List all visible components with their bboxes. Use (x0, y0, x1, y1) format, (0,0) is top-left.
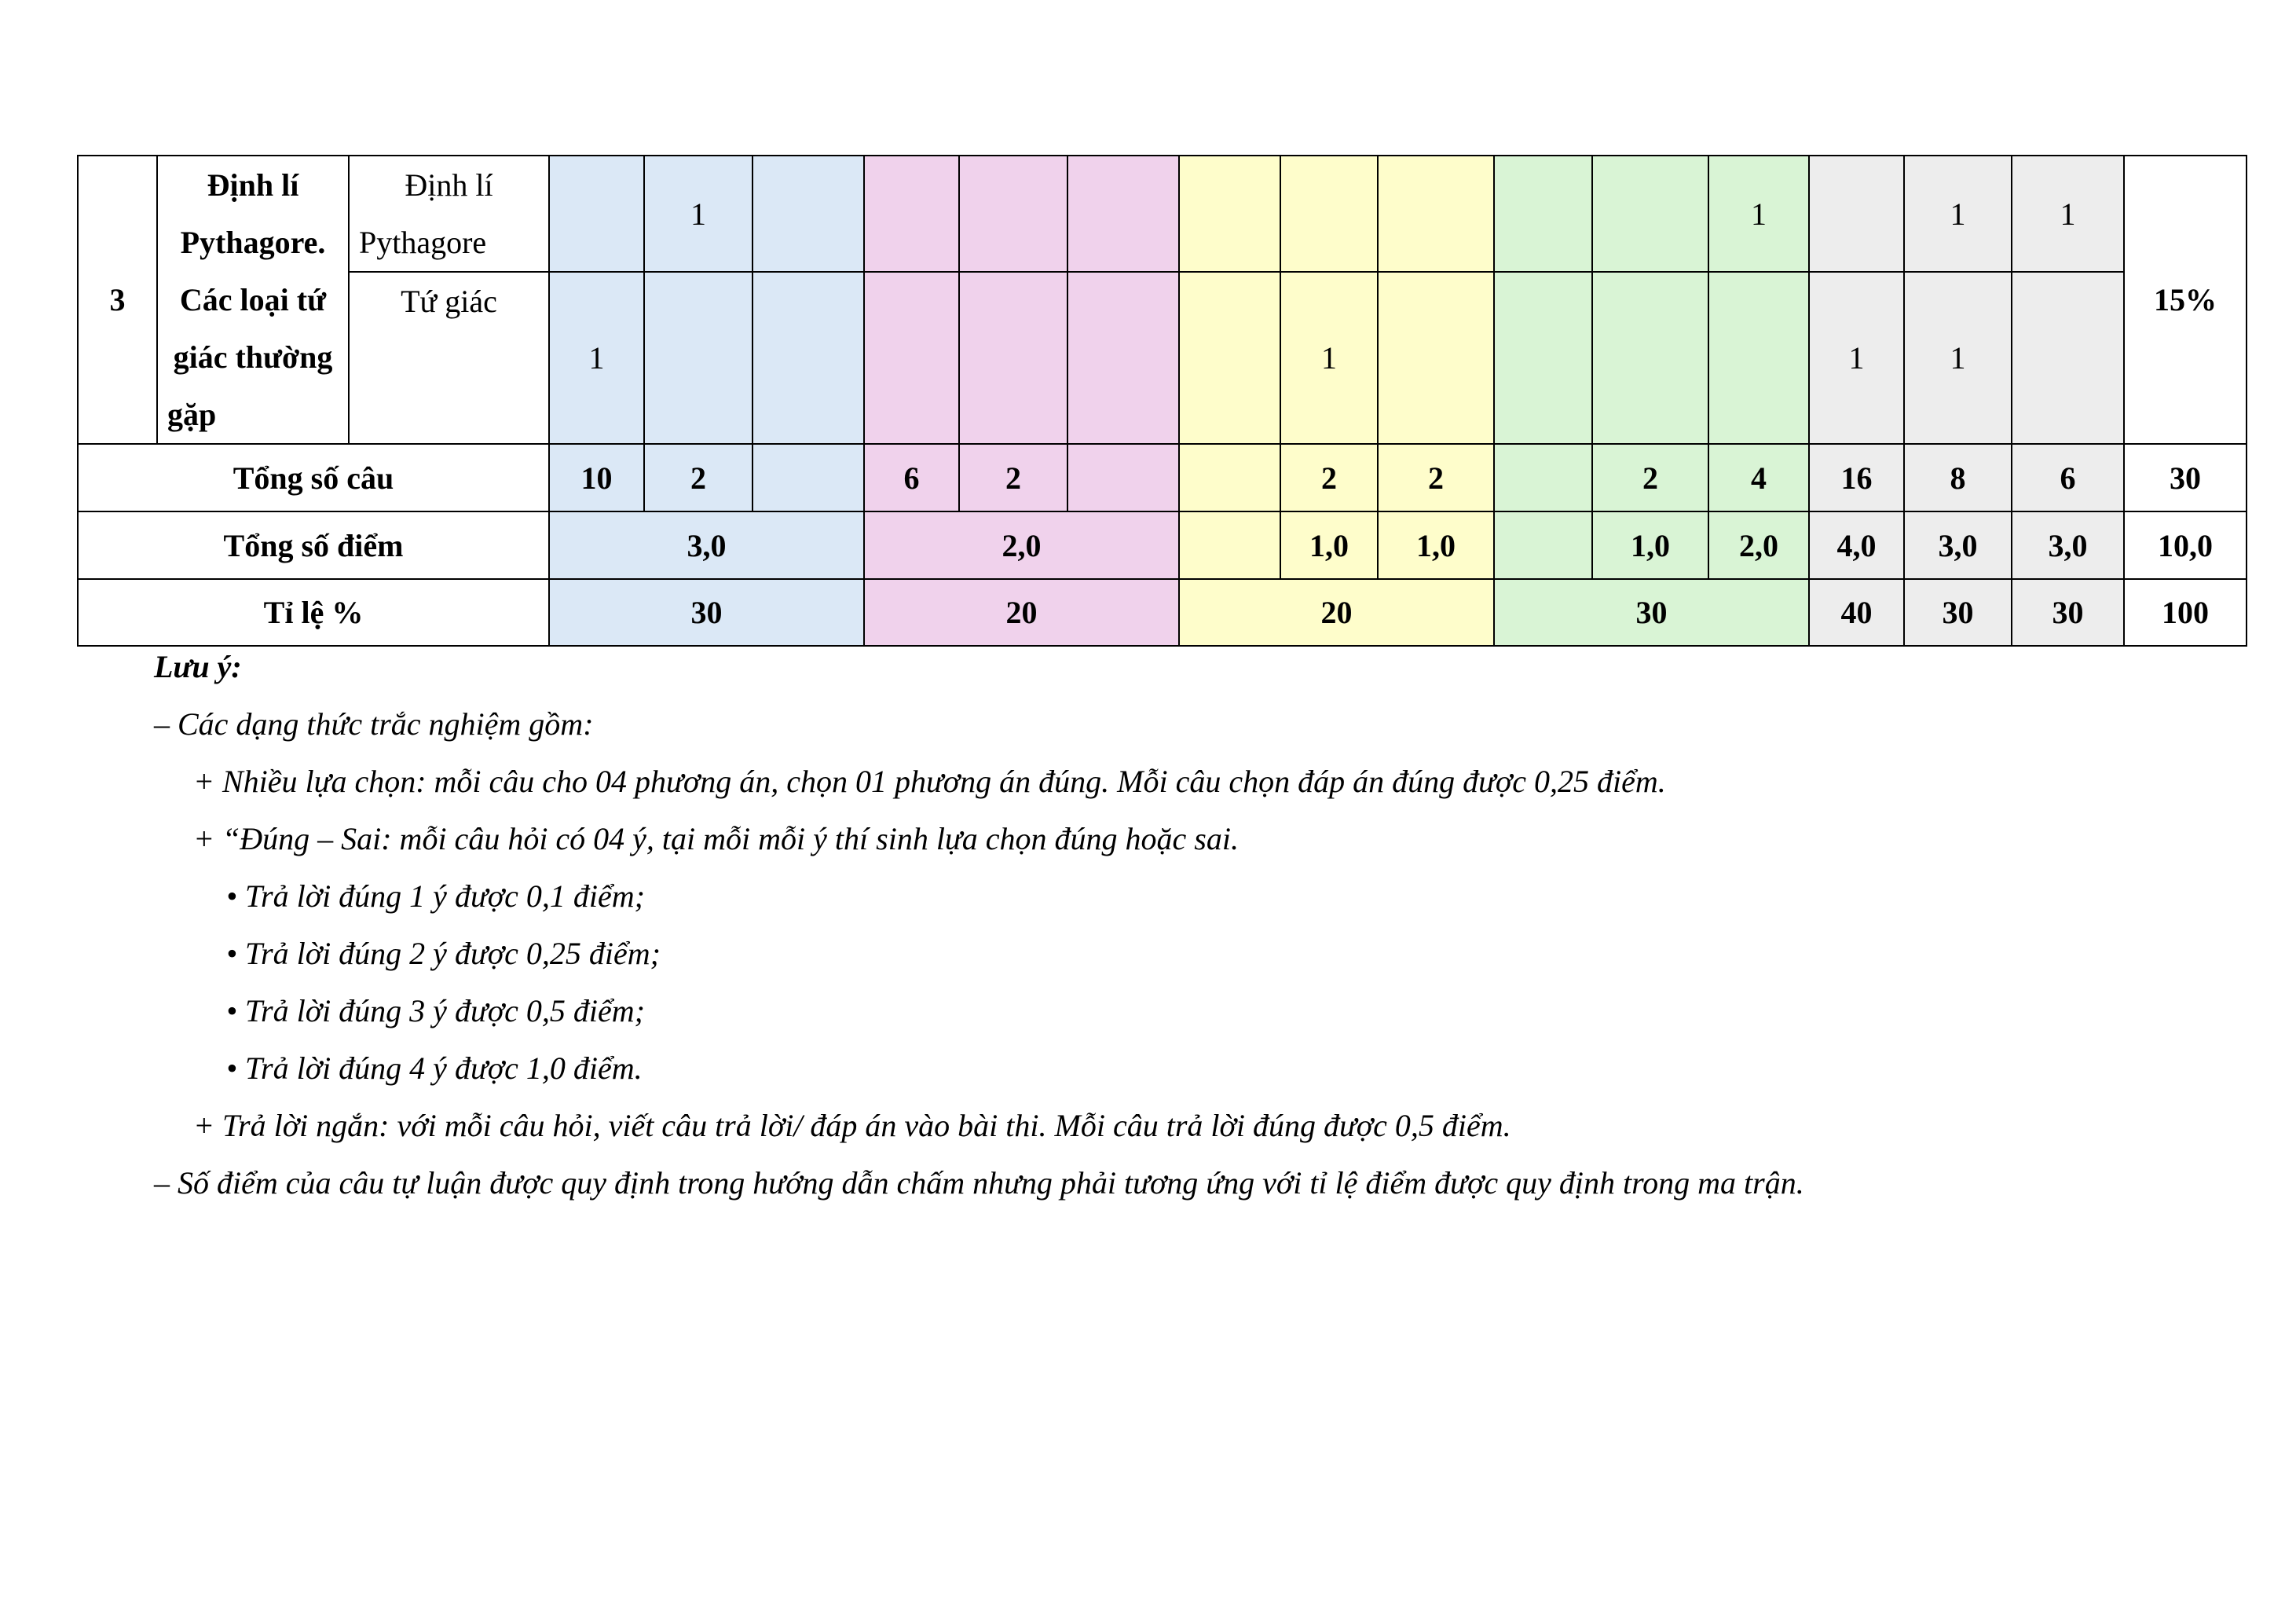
total-cell: 30 (2124, 444, 2247, 511)
ratio-cell: 30 (549, 579, 864, 646)
count-cell (753, 156, 864, 272)
note-line: – Các dạng thức trắc nghiệm gồm: (154, 706, 594, 742)
points-cell: 1,0 (1378, 511, 1494, 579)
note-line: + “Đúng – Sai: mỗi câu hỏi có 04 ý, tại mỗi mỗi ý thí sinh lựa chọn đúng hoặc sai. (193, 821, 1239, 856)
points-cell (1179, 511, 1280, 579)
total-cell (1179, 444, 1280, 511)
total-cell: 2 (1378, 444, 1494, 511)
note-line: • Trả lời đúng 4 ý được 1,0 điểm. (226, 1050, 643, 1086)
subtopic-name: Định lí Pythagore (349, 156, 549, 272)
subtopic-name: Tứ giác (349, 272, 549, 444)
points-cell: 2,0 (1708, 511, 1809, 579)
points-cell: 1,0 (1280, 511, 1378, 579)
ratio-cell: 40 (1809, 579, 1904, 646)
count-cell (753, 272, 864, 444)
section-3-row-2 (78, 272, 2247, 444)
ratio-cell: 30 (1904, 579, 2012, 646)
count-cell: 1 (549, 272, 644, 444)
total-questions-row (78, 444, 2247, 511)
total-cell: 2 (1280, 444, 1378, 511)
total-points-row (78, 511, 2247, 579)
points-cell: 3,0 (2012, 511, 2124, 579)
count-cell (1494, 272, 1592, 444)
section-percent: 15% (2124, 156, 2247, 444)
count-cell (1067, 156, 1179, 272)
count-cell (959, 156, 1067, 272)
count-cell (1179, 272, 1280, 444)
ratio-cell: 20 (864, 579, 1179, 646)
count-cell (1280, 156, 1378, 272)
count-cell (1592, 272, 1708, 444)
total-questions-label: Tổng số câu (78, 444, 549, 511)
ratio-cell: 20 (1179, 579, 1494, 646)
total-cell: 10 (549, 444, 644, 511)
total-cell: 16 (1809, 444, 1904, 511)
note-line: • Trả lời đúng 1 ý được 0,1 điểm; (226, 878, 645, 914)
count-cell (1708, 272, 1809, 444)
count-cell (959, 272, 1067, 444)
note-line: • Trả lời đúng 2 ý được 0,25 điểm; (226, 936, 661, 971)
note-line: + Nhiều lựa chọn: mỗi câu cho 04 phương án, chọn 01 phương án đúng. Mỗi câu chọn đáp án đúng được 0,25 điểm. (193, 764, 1666, 799)
count-cell: 1 (1904, 272, 2012, 444)
ratio-cell: 30 (2012, 579, 2124, 646)
count-cell: 1 (2012, 156, 2124, 272)
count-cell (1809, 156, 1904, 272)
note-line: + Trả lời ngắn: với mỗi câu hỏi, viết câu trả lời/ đáp án vào bài thi. Mỗi câu trả lời đúng được 0,5 điểm. (193, 1108, 1511, 1143)
count-cell (2012, 272, 2124, 444)
count-cell (864, 156, 959, 272)
count-cell (1592, 156, 1708, 272)
points-cell: 3,0 (549, 511, 864, 579)
notes-title: Lưu ý: (154, 649, 242, 684)
section-topic: Định lí Pythagore. Các loại tứ giác thường gặp (157, 156, 349, 444)
assessment-matrix-table (77, 155, 2247, 647)
total-cell: 2 (1592, 444, 1708, 511)
count-cell (864, 272, 959, 444)
total-cell: 2 (644, 444, 753, 511)
ratio-cell: 30 (1494, 579, 1809, 646)
total-cell (1494, 444, 1592, 511)
points-cell (1494, 511, 1592, 579)
count-cell (549, 156, 644, 272)
note-line: – Số điểm của câu tự luận được quy định trong hướng dẫn chấm nhưng phải tương ứng với tỉ lệ điểm được quy định trong ma trận. (154, 1165, 1804, 1201)
total-cell: 8 (1904, 444, 2012, 511)
points-cell: 10,0 (2124, 511, 2247, 579)
points-cell: 1,0 (1592, 511, 1708, 579)
total-cell (753, 444, 864, 511)
count-cell (644, 272, 753, 444)
count-cell: 1 (1280, 272, 1378, 444)
total-cell: 6 (864, 444, 959, 511)
total-cell: 6 (2012, 444, 2124, 511)
points-cell: 3,0 (1904, 511, 2012, 579)
count-cell: 1 (644, 156, 753, 272)
ratio-cell: 100 (2124, 579, 2247, 646)
total-cell (1067, 444, 1179, 511)
count-cell (1179, 156, 1280, 272)
count-cell: 1 (1904, 156, 2012, 272)
total-cell: 2 (959, 444, 1067, 511)
section-number: 3 (78, 156, 157, 444)
total-points-label: Tổng số điểm (78, 511, 549, 579)
note-line: • Trả lời đúng 3 ý được 0,5 điểm; (226, 993, 645, 1028)
count-cell (1494, 156, 1592, 272)
count-cell: 1 (1708, 156, 1809, 272)
count-cell (1378, 272, 1494, 444)
ratio-row (78, 579, 2247, 646)
ratio-label: Tỉ lệ % (78, 579, 549, 646)
count-cell (1067, 272, 1179, 444)
total-cell: 4 (1708, 444, 1809, 511)
section-3-row-1 (78, 156, 2247, 272)
points-cell: 2,0 (864, 511, 1179, 579)
count-cell: 1 (1809, 272, 1904, 444)
count-cell (1378, 156, 1494, 272)
points-cell: 4,0 (1809, 511, 1904, 579)
notes-section (154, 638, 2196, 1212)
